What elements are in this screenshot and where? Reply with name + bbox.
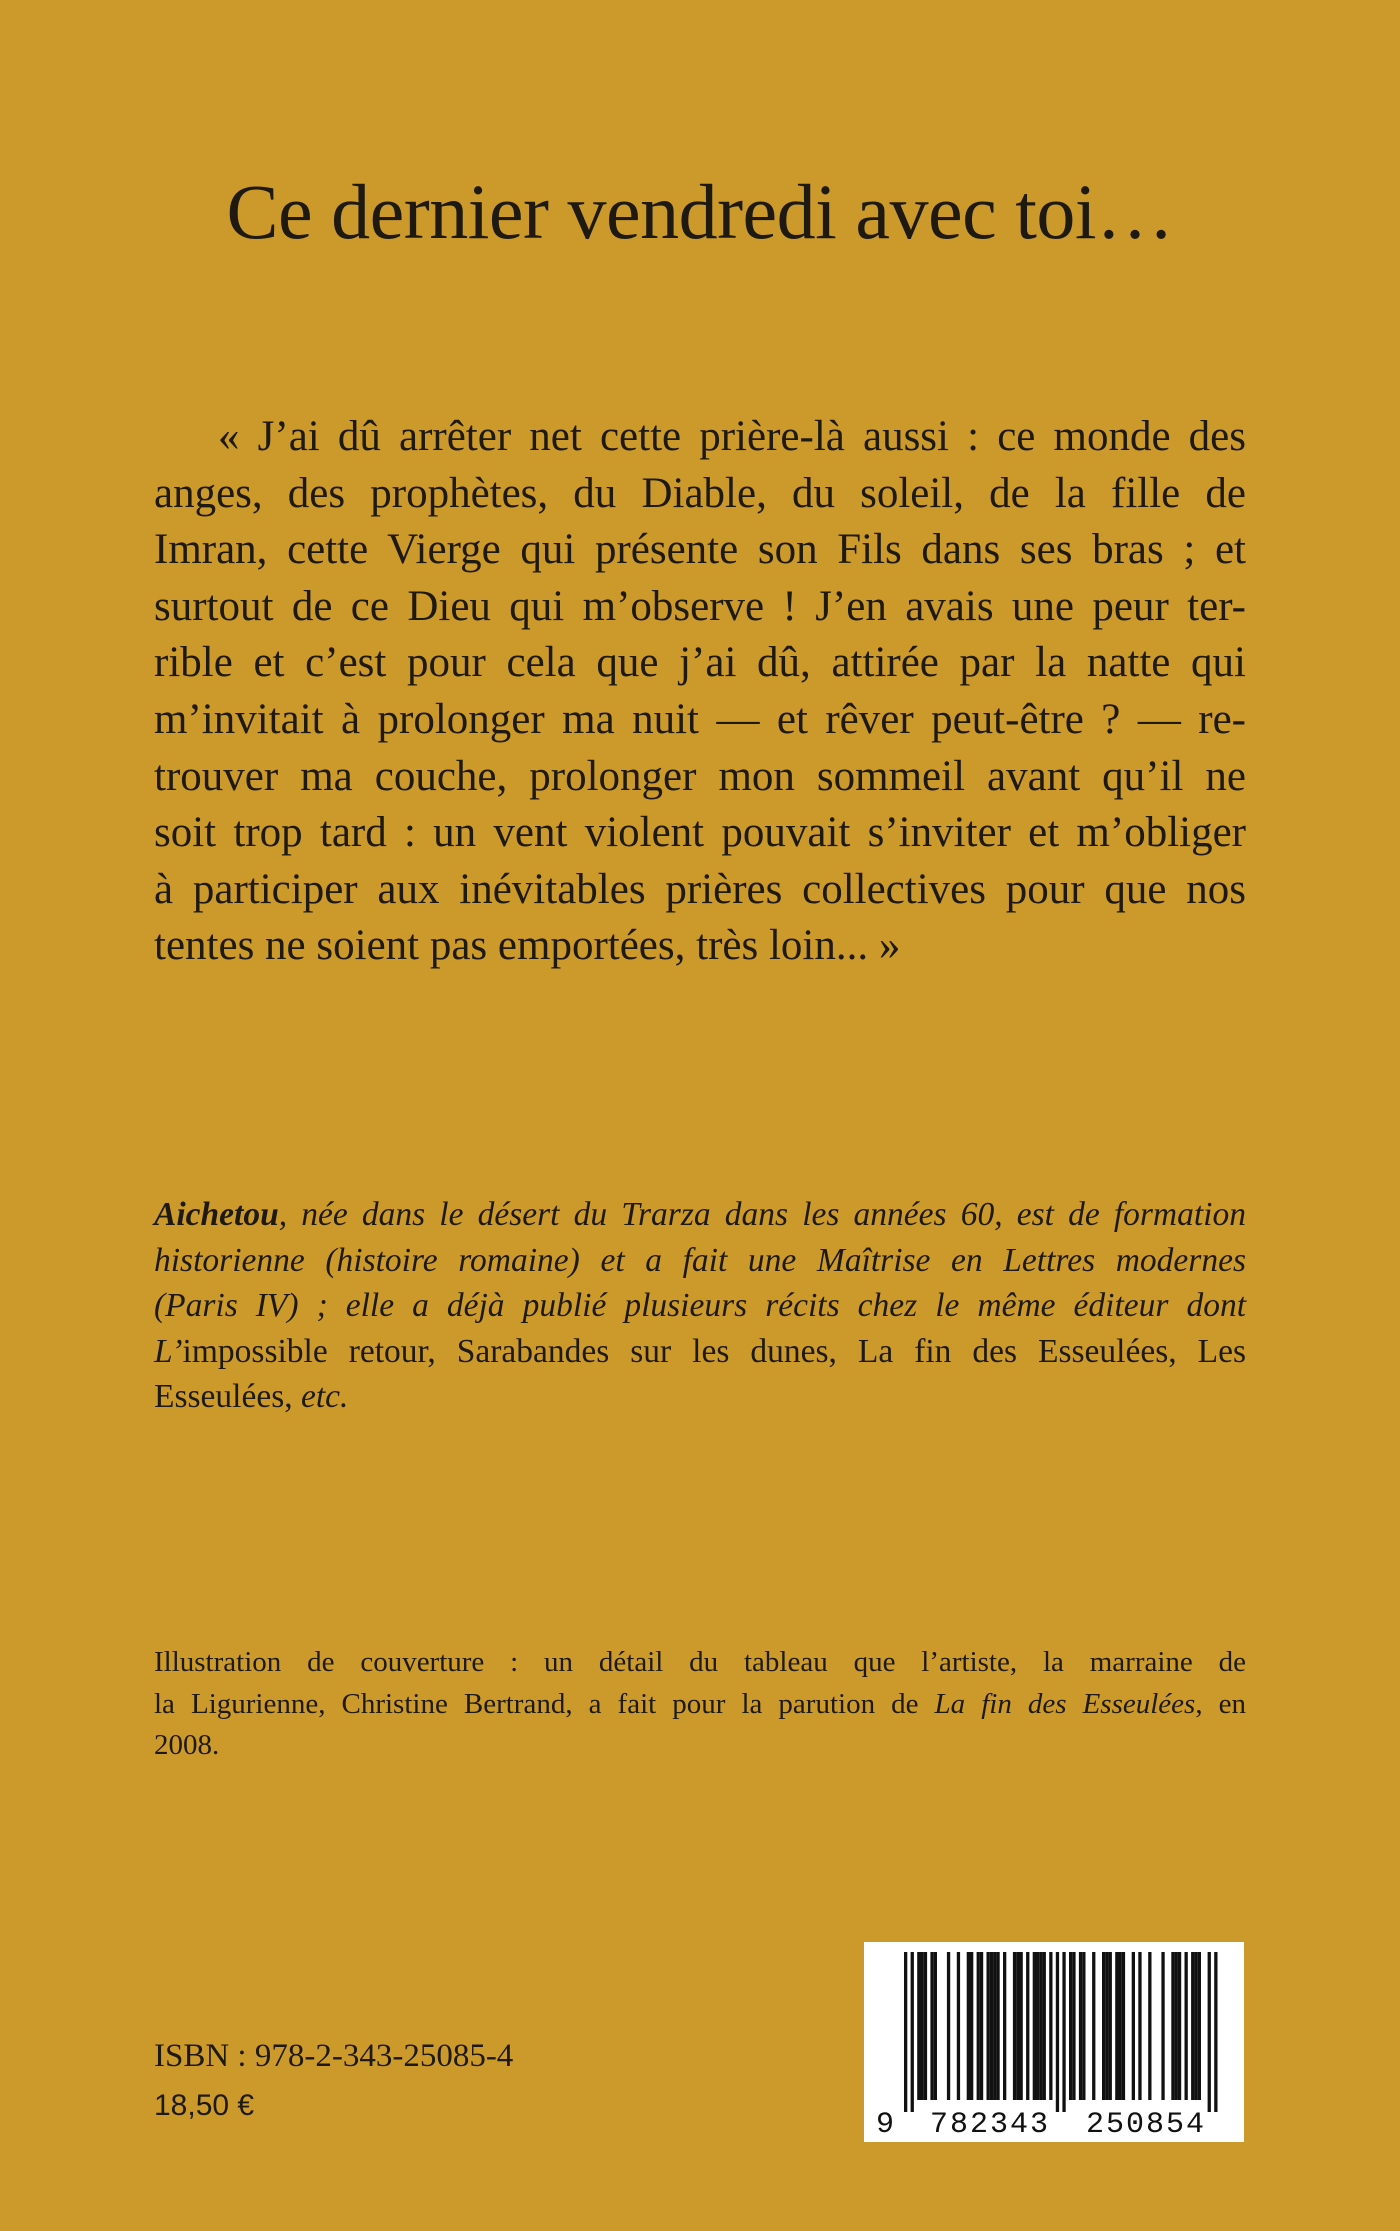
bio-line [154,1283,1246,1329]
barcode-bar [1069,1952,1072,2100]
barcode-bar [911,1952,914,2112]
barcode-bar [1175,1952,1178,2100]
barcode-bars [904,1952,1218,2112]
isbn: ISBN : 978-2-343-25085-4 [154,2038,514,2074]
barcode-bar [1119,1952,1122,2100]
barcode-bar [1178,1952,1181,2100]
barcode-bar [1161,1952,1164,2100]
credit-book-title: La fin des Esseulées [934,1687,1196,1720]
barcode-bar [1062,1952,1065,2112]
bio-line [154,1329,1246,1375]
bio-etc: etc. [301,1378,349,1415]
barcode-bar [977,1952,980,2100]
excerpt-quote [154,409,1246,975]
barcode-graphic [864,1942,1244,2142]
bio-line [154,1238,1246,1284]
barcode-bar [904,1952,907,2112]
excerpt-line: tentes ne soient pas emportées, très loin... » [154,922,901,970]
barcode-bar [1198,1952,1201,2100]
barcode-right-digits: 250854 [1086,2108,1207,2142]
bio-text: L’ [154,1332,183,1370]
barcode-bar [967,1952,970,2100]
excerpt-line: à participer aux inévitables prières collectives pour que nos [154,865,1246,913]
barcode-bar [1105,1952,1108,2100]
excerpt-line: « J’ai dû arrêter net cette prière-là aussi : ce monde des [218,413,1246,460]
barcode-bar [1072,1952,1075,2100]
excerpt-line: rible et c’est pour cela que j’ai dû, attirée par la natte qui [154,639,1246,687]
credit-text: la Ligurienne, Christine Bertrand, a fait pour la parution de [154,1687,935,1720]
barcode-bar [1115,1952,1118,2100]
barcode-bar [1026,1952,1029,2100]
credit-line [154,1684,1246,1726]
barcode-bar [1079,1952,1082,2100]
bio-text: , née dans le désert du Trarza dans les années 60, est de formation [278,1196,1246,1233]
author-name: Aichetou [154,1196,279,1233]
barcode-bar [947,1952,950,2100]
credit-text: , en [1195,1687,1246,1720]
barcode-left-digits: 782343 [930,2108,1051,2142]
barcode-first-digit: 9 [876,2108,895,2142]
barcode-bar [1208,1952,1211,2112]
barcode-bar [1092,1952,1095,2100]
excerpt-line: anges, des prophètes, du Diable, du soleil, de la fille de [154,469,1246,517]
bio-books: Esseulées, [154,1378,301,1415]
excerpt-line: Imran, cette Vierge qui présente son Fils dans ses bras ; et [154,526,1246,574]
barcode-bar [1138,1952,1141,2100]
barcode-bar [1194,1952,1197,2100]
credit-line: Illustration de couverture : un détail du tableau que l’artiste, la marraine de [154,1646,1246,1678]
illustration-credit [154,1642,1246,1767]
barcode-bar [1109,1952,1112,2100]
bio-text: historienne (histoire romaine) et a fait une Maîtrise en Lettres modernes [154,1241,1246,1279]
barcode-bar [1036,1952,1039,2100]
barcode [864,1942,1244,2142]
barcode-bar [1191,1952,1194,2100]
price: 18,50 € [154,2089,255,2122]
credit-line: 2008. [154,1729,220,1761]
barcode-bar [1082,1952,1085,2100]
barcode-bar [957,1952,960,2100]
barcode-bar [1171,1952,1174,2100]
barcode-bar [1013,1952,1016,2100]
barcode-bar [1003,1952,1006,2100]
barcode-bar [1132,1952,1135,2100]
barcode-bar [1185,1952,1188,2100]
barcode-bar [1056,1952,1059,2112]
barcode-bar [980,1952,983,2100]
excerpt-line: surtout de ce Dieu qui m’observe ! J’en avais une peur ter- [154,582,1246,630]
barcode-bar [930,1952,933,2100]
barcode-bar [1033,1952,1036,2100]
barcode-bar [1122,1952,1125,2100]
barcode-bar [1039,1952,1042,2100]
excerpt-line: m’invitait à prolonger ma nuit — et rêver peut-être ? — re- [154,695,1246,743]
barcode-bar [917,1952,920,2100]
bio-books: impossible retour, Sarabandes sur les dunes, La fin des Esseulées, Les [182,1332,1246,1370]
barcode-bar [996,1952,999,2100]
book-title: Ce dernier vendredi avec toi… [226,168,1174,255]
barcode-bar [990,1952,993,2100]
bio-line [154,1374,1246,1420]
author-bio [154,1192,1246,1420]
barcode-bar [921,1952,924,2100]
barcode-bar [1049,1952,1052,2100]
barcode-bar [1020,1952,1023,2100]
excerpt-line: soit trop tard : un vent violent pouvait s’inviter et m’obliger [154,809,1246,857]
barcode-bar [1016,1952,1019,2100]
barcode-bar [1043,1952,1046,2100]
bio-line [154,1192,1246,1238]
barcode-bar [987,1952,990,2100]
excerpt-line: trouver ma couche, prolonger mon sommeil avant qu’il ne [154,752,1246,800]
bio-text: (Paris IV) ; elle a déjà publié plusieurs récits chez le même éditeur dont [154,1287,1246,1324]
barcode-bar [934,1952,937,2100]
barcode-bar [1214,1952,1217,2112]
barcode-bar [924,1952,927,2100]
barcode-bar [1148,1952,1151,2100]
barcode-bar [970,1952,973,2100]
barcode-bar [1102,1952,1105,2100]
barcode-bar [993,1952,996,2100]
